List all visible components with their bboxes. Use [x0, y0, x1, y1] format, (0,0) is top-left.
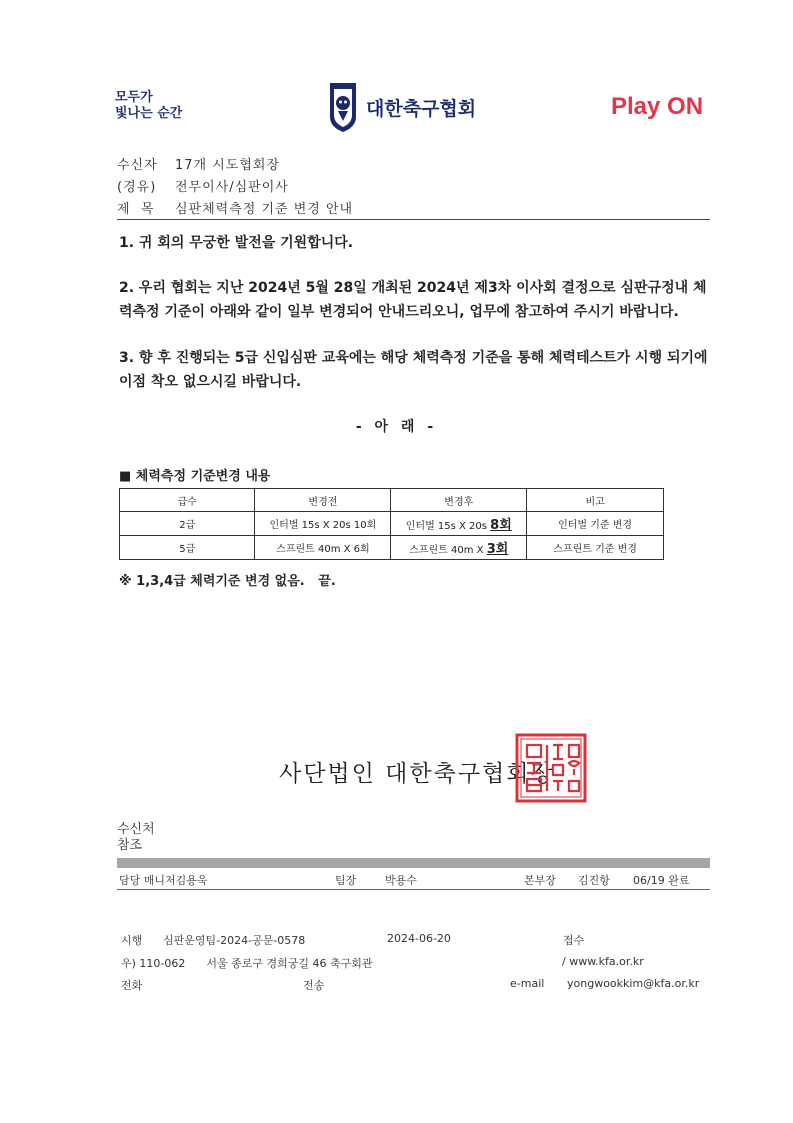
after-prefix: 스프린트 40m X [409, 545, 487, 556]
document-meta [117, 155, 353, 221]
playon-play: Play [611, 93, 668, 120]
logo-text: 대한축구협회 [366, 97, 477, 120]
sender-name: 사단법인 대한축구협회장 [279, 761, 555, 787]
paragraph-3: 3. 향 후 진행되는 5급 신입심판 교육에는 해당 체력측정 기준을 통해 체력테스트가 시행 되기에 이점 착오 없으시길 바랍니다. [119, 350, 708, 390]
head-name: 김진항 [578, 874, 610, 887]
meta-label: 수신자 [117, 158, 158, 173]
table-header-cell: 변경후 [391, 489, 527, 512]
section-title: ■ 체력측정 기준변경 내용 [119, 469, 271, 484]
table-cell [391, 512, 527, 536]
table-row [120, 536, 664, 560]
meta-label: (경유) [117, 180, 157, 195]
meta-row-via [117, 177, 353, 199]
official-seal-icon [515, 733, 587, 803]
address: 우) 110-062 서울 종로구 경희궁길 46 축구회관 [121, 957, 373, 970]
head-label: 본부장 [524, 874, 556, 887]
kfa-logo [328, 80, 476, 134]
slogan [115, 90, 182, 122]
table-cell: 5급 [120, 536, 255, 560]
after-highlight: 3회 [486, 542, 509, 557]
footer-contact-line [117, 977, 710, 993]
table-header-cell: 비고 [527, 489, 664, 512]
after-prefix: 인터벌 15s X 20s [405, 521, 491, 532]
meta-row-recipient [117, 155, 353, 177]
table-cell: 인터벌 기준 변경 [527, 512, 664, 536]
team-label: 팀장 [335, 874, 357, 887]
doc-number: 심판운영팀-2024-공문-0578 [163, 934, 306, 947]
email-label: e-mail [510, 977, 545, 990]
phone-label: 전화 [121, 979, 143, 992]
meta-value: 심판체력측정 기준 변경 안내 [175, 202, 354, 217]
below-heading: - 아 래 - [355, 419, 438, 435]
after-highlight: 8회 [490, 518, 512, 533]
recipient-block [117, 822, 155, 854]
meta-label: 제 목 [117, 202, 155, 217]
table-cell: 스프린트 기준 변경 [527, 536, 664, 560]
table-header-cell: 변경전 [255, 489, 391, 512]
email: yongwookkim@kfa.or.kr [567, 977, 700, 990]
receipt-label: 접수 [563, 934, 585, 947]
exec-label: 시행 [121, 934, 143, 947]
table-cell: 인터벌 15s X 20s 10회 [255, 512, 391, 536]
slogan-line-2: 빛나는 순간 [115, 106, 183, 121]
approval-bar [117, 858, 710, 868]
playon-on: ON [667, 93, 704, 120]
meta-value: 17개 시도협회장 [175, 158, 281, 173]
paragraph-1: 1. 귀 회의 무궁한 발전을 기원합니다. [119, 235, 354, 251]
kfa-tiger-emblem-icon [328, 81, 358, 133]
table-cell: 2급 [120, 512, 255, 536]
approval-date-status: 06/19 완료 [633, 874, 690, 887]
author: 담당 매니저김용욱 [119, 874, 208, 887]
recipients-label: 수신처 [117, 822, 155, 837]
table-header-cell: 급수 [120, 489, 255, 512]
header-divider [117, 219, 710, 220]
slogan-line-1: 모두가 [115, 90, 153, 105]
meta-value: 전무이사/심판이사 [175, 180, 289, 195]
footer-exec-line [117, 932, 710, 948]
fax-label: 전송 [303, 979, 325, 992]
team-name: 박용수 [385, 874, 417, 887]
approval-line [117, 872, 710, 888]
table-cell [391, 536, 527, 560]
website: / www.kfa.or.kr [562, 955, 644, 968]
table-cell: 스프린트 40m X 6회 [255, 536, 391, 560]
playon-logo [611, 93, 703, 121]
reference-label: 참조 [117, 838, 143, 853]
table-header-row [120, 489, 664, 512]
footer-address-line [117, 955, 710, 971]
meta-row-subject [117, 199, 353, 221]
exec-date: 2024-06-20 [387, 932, 451, 945]
table-row [120, 512, 664, 536]
paragraph-2: 2. 우리 협회는 지난 2024년 5월 28일 개최된 2024년 제3차 이사회 결정으로 심판규정내 체력측정 기준이 아래와 같이 일부 변경되어 안내드리오니, 업무에 참고하여 주시기 바랍니다. [119, 280, 707, 320]
criteria-change-table [119, 488, 664, 560]
closing-note: ※ 1,3,4급 체력기준 변경 없음. 끝. [119, 574, 336, 589]
approval-divider [117, 889, 710, 890]
